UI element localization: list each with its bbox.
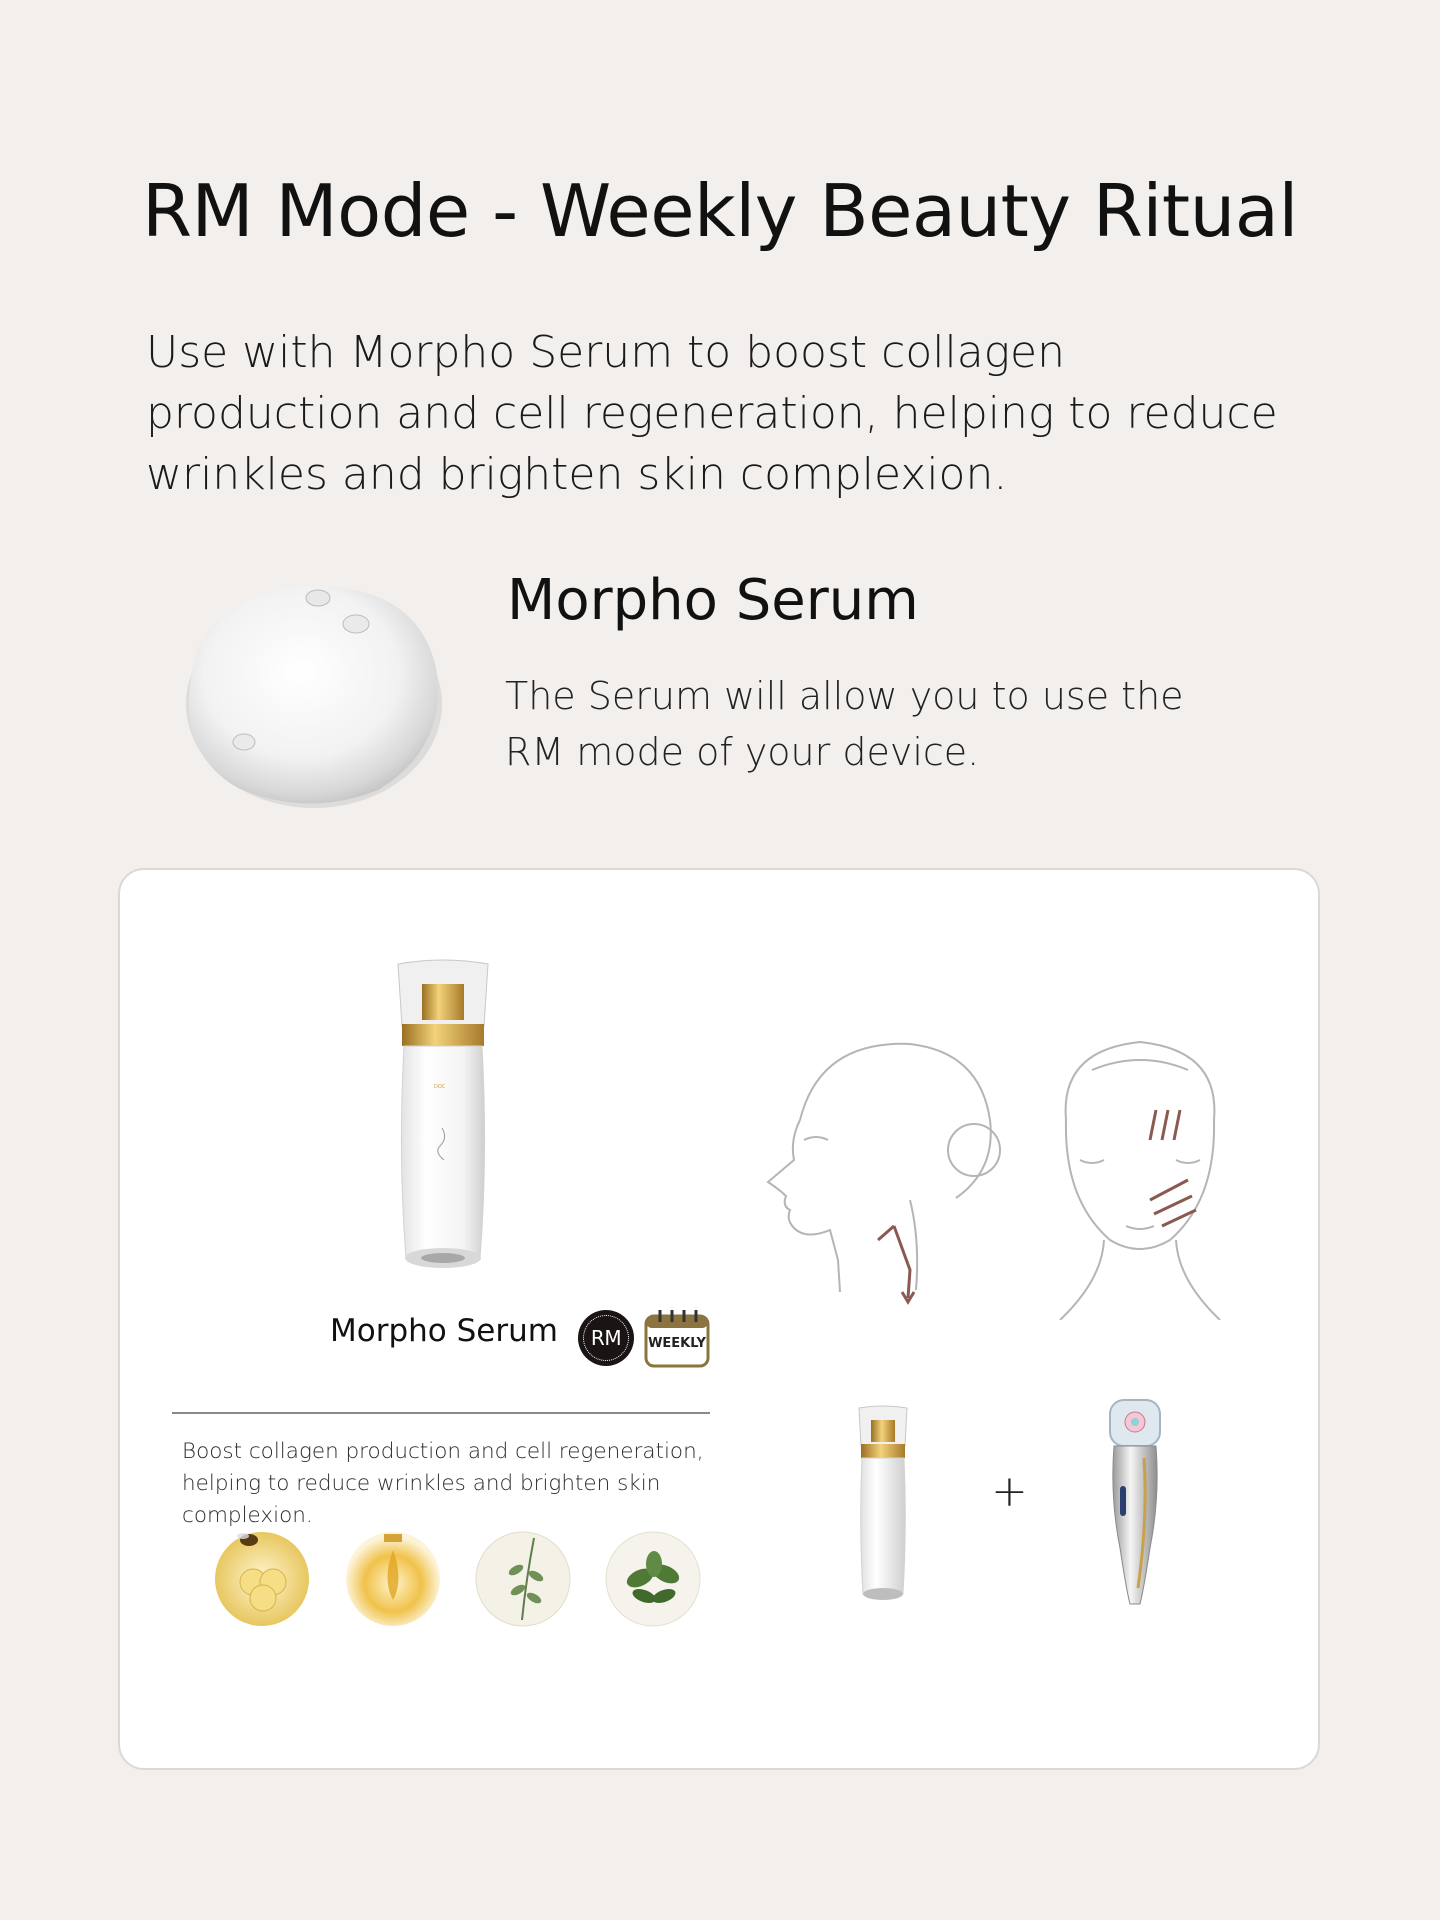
plus-sign: + bbox=[991, 1466, 1028, 1517]
oil-drop-icon bbox=[344, 1530, 442, 1628]
face-front-icon bbox=[1050, 1030, 1230, 1320]
card-description-line2: helping to reduce wrinkles and brighten skin complexion. bbox=[182, 1471, 661, 1528]
rm-mode-badge bbox=[578, 1310, 634, 1366]
rm-badge-label: RM bbox=[590, 1326, 622, 1350]
intro-text: Use with Morpho Serum to boost collagen production and cell regeneration, helping to reduce wrinkles and brighten skin complexion. bbox=[146, 327, 1278, 500]
serum-bottle-image bbox=[392, 958, 494, 1278]
weekly-badge-label: WEEKLY bbox=[648, 1336, 706, 1351]
face-profile-icon bbox=[760, 1030, 1010, 1320]
serum-bottle-small-image bbox=[855, 1404, 911, 1604]
weekly-calendar-icon bbox=[644, 1308, 710, 1368]
herb-icon bbox=[474, 1530, 572, 1628]
beauty-device-image bbox=[1104, 1398, 1166, 1608]
svg-text:DOC: DOC bbox=[434, 1084, 446, 1090]
divider bbox=[172, 1412, 710, 1414]
serum-splash-image bbox=[168, 578, 448, 818]
card-product-name: Morpho Serum bbox=[330, 1313, 558, 1349]
serum-heading: Morpho Serum bbox=[507, 568, 919, 633]
serum-description: The Serum will allow you to use the RM mode of your device. bbox=[505, 674, 1184, 774]
card-description bbox=[182, 1436, 742, 1532]
page-title: RM Mode - Weekly Beauty Ritual bbox=[142, 169, 1298, 253]
honey-icon bbox=[213, 1530, 311, 1628]
plant-icon bbox=[604, 1530, 702, 1628]
card-description-line1: Boost collagen production and cell regeneration, bbox=[182, 1439, 704, 1464]
